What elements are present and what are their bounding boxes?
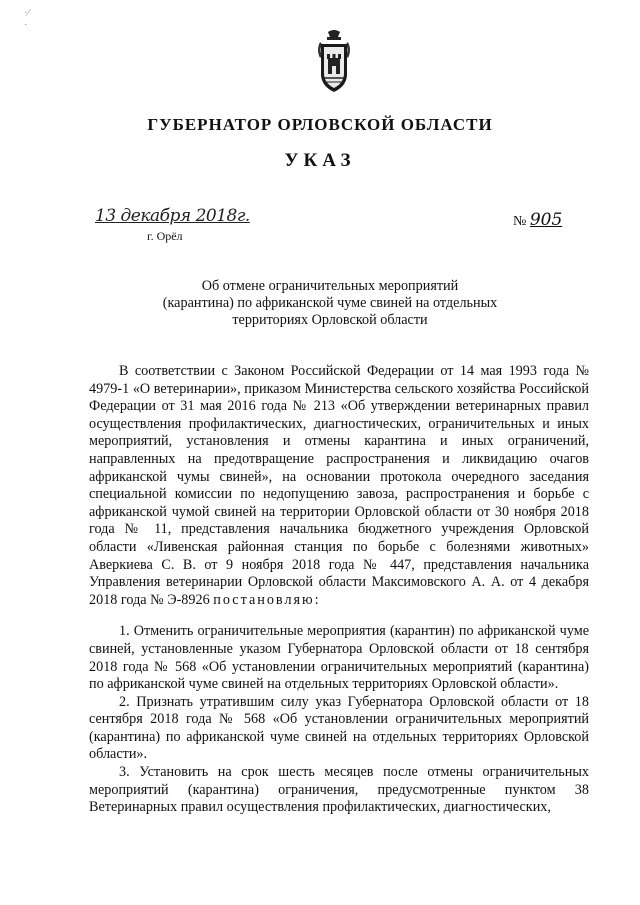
document-date: 13 декабря 2018г.	[95, 206, 250, 226]
title-line: (карантина) по африканской чуме свиней на отдельных	[162, 295, 498, 311]
corner-mark: ·⁄ ·	[24, 8, 29, 31]
document-number: 905	[529, 210, 563, 230]
item-paragraph: 2. Признать утратившим силу указ Губернатора Орловской области от 18 сентября 2018 года № 568 «Об установлении ограничительных мероприятий (карантина) по африканской чуме свиней на отдельных территориях Орловской области».	[89, 693, 589, 763]
item-paragraph: 1. Отменить ограничительные мероприятия (карантин) по африканской чуме свиней, установленные указом Губернатора Орловской области от 18 сентября 2018 года № 568 «Об установлении ограничительных мероприятий (карантина) по африканской чуме свиней на отдельных территориях Орловской области».	[89, 623, 589, 693]
issuing-authority: ГУБЕРНАТОР ОРЛОВСКОЙ ОБЛАСТИ	[147, 115, 493, 134]
title-line: Об отмене ограничительных мероприятий	[201, 278, 459, 294]
preamble-text: В соответствии с Законом Российской Федерации от 14 мая 1993 года № 4979-1 «О ветеринарии», приказом Министерства сельского хозяйства Российской Федерации от 31 мая 2016 года № 213 «Об утверждении ветеринарных правил осуществления профилактических, диагностических, ограничительных и иных мероприятий, установления и отмены карантина и иных ограничений, направленных на предотвращение распространения и ликвидацию очагов африканской чумы свиней», на основании протокола очередного заседания специальной комиссии по недопущению завоза, распространения и борьбе с африканской чумой свиней на территории Орловской области от 30 ноября 2018 года № 11, представления начальника бюджетного учреждения Орловской области «Ливенская районная станция по борьбе с болезнями животных» Аверкиева С. В. от 9 ноября 2018 года № 447, представления начальника Управления ветеринарии Орловской области Максимовского А. А. от 4 декабря 2018 года № Э-8926	[89, 363, 589, 608]
title-line: территориях Орловской области	[232, 312, 428, 328]
document-city: г. Орёл	[147, 229, 183, 243]
preamble-paragraph	[89, 363, 589, 609]
document-title	[140, 278, 520, 329]
document-number-block	[513, 210, 562, 230]
document-type: УКАЗ	[284, 150, 356, 171]
preamble-ending: постановляю:	[213, 591, 321, 608]
item-paragraph: 3. Установить на срок шесть месяцев после отмены ограничительных мероприятий (карантина) ограничения, предусмотренные пунктом 38 Ветеринарных правил осуществления профилактических, диагностических,	[89, 764, 589, 816]
coat-of-arms-emblem	[312, 28, 356, 98]
number-label: №	[513, 214, 527, 229]
document-body	[89, 363, 589, 817]
